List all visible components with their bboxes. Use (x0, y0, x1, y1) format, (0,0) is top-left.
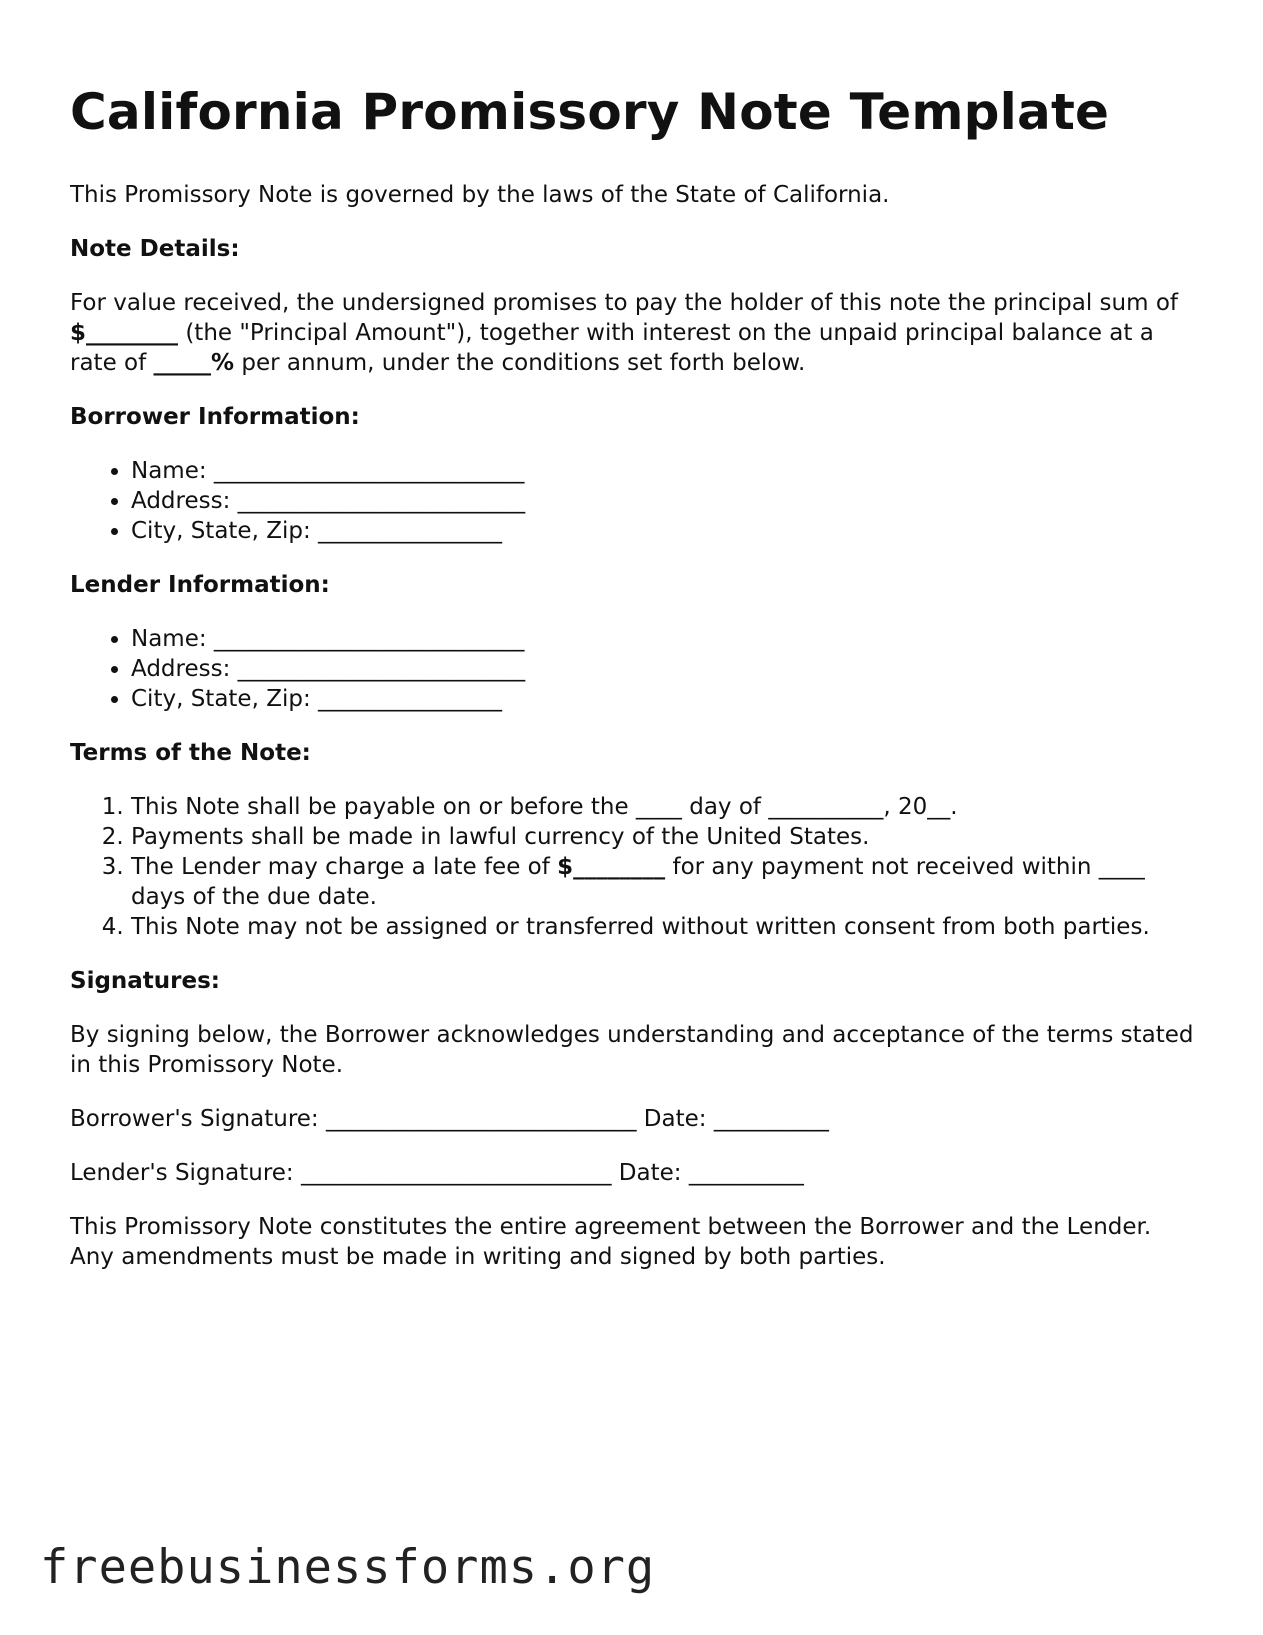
lender-city-field: • City, State, Zip: ________________ (131, 684, 1200, 714)
lender-signature-line: Lender's Signature: ___________________________ Date: __________ (70, 1159, 804, 1186)
lender-name-field: • Name: ___________________________ (131, 624, 1200, 654)
interest-rate-blank: _____% (153, 349, 235, 376)
lender-address-field: • Address: _________________________ (131, 654, 1200, 684)
borrower-signature-line: Borrower's Signature: ___________________________ Date: __________ (70, 1105, 829, 1132)
terms-list (70, 792, 1200, 942)
note-details-heading: Note Details: (70, 235, 240, 262)
document-title: California Promissory Note Template (70, 83, 1110, 141)
note-details-text-3: per annum, under the conditions set forth below. (234, 349, 806, 376)
note-details-paragraph (70, 288, 1200, 378)
signatures-paragraph: By signing below, the Borrower acknowledges understanding and acceptance of the terms stated in this Promissory Note. (70, 1021, 1194, 1078)
term-item-2: 2. Payments shall be made in lawful currency of the United States. (131, 822, 1200, 852)
term-item-3-text-b: for any payment not received within ____ days of the due date. (131, 853, 1145, 910)
lender-heading: Lender Information: (70, 571, 330, 598)
note-details-text-2: (the "Principal Amount"), together with interest on the unpaid principal balance at a rate of (70, 319, 1154, 376)
term-item-1: 1. This Note shall be payable on or before the ____ day of __________, 20__. (131, 792, 1200, 822)
terms-heading: Terms of the Note: (70, 739, 311, 766)
borrower-heading: Borrower Information: (70, 403, 360, 430)
late-fee-blank: $________ (557, 853, 666, 880)
document-page (70, 84, 1200, 1296)
term-item-4: 4. This Note may not be assigned or transferred without written consent from both parties. (131, 912, 1200, 942)
borrower-name-field: • Name: ___________________________ (131, 456, 1200, 486)
site-watermark: freebusinessforms.org (40, 1540, 656, 1595)
borrower-city-field: • City, State, Zip: ________________ (131, 516, 1200, 546)
principal-amount-blank: $________ (70, 319, 179, 346)
term-item-3-text-a: The Lender may charge a late fee of (131, 853, 558, 880)
lender-list (70, 624, 1200, 714)
borrower-address-field: • Address: _________________________ (131, 486, 1200, 516)
intro-paragraph: This Promissory Note is governed by the laws of the State of California. (70, 181, 890, 208)
borrower-list (70, 456, 1200, 546)
signatures-heading: Signatures: (70, 967, 221, 994)
closing-paragraph: This Promissory Note constitutes the entire agreement between the Borrower and the Lender. Any amendments must be made in writing and signed by both parties. (70, 1213, 1152, 1270)
term-item-3 (131, 852, 1200, 912)
note-details-text-1: For value received, the undersigned promises to pay the holder of this note the principal sum of (70, 289, 1178, 316)
